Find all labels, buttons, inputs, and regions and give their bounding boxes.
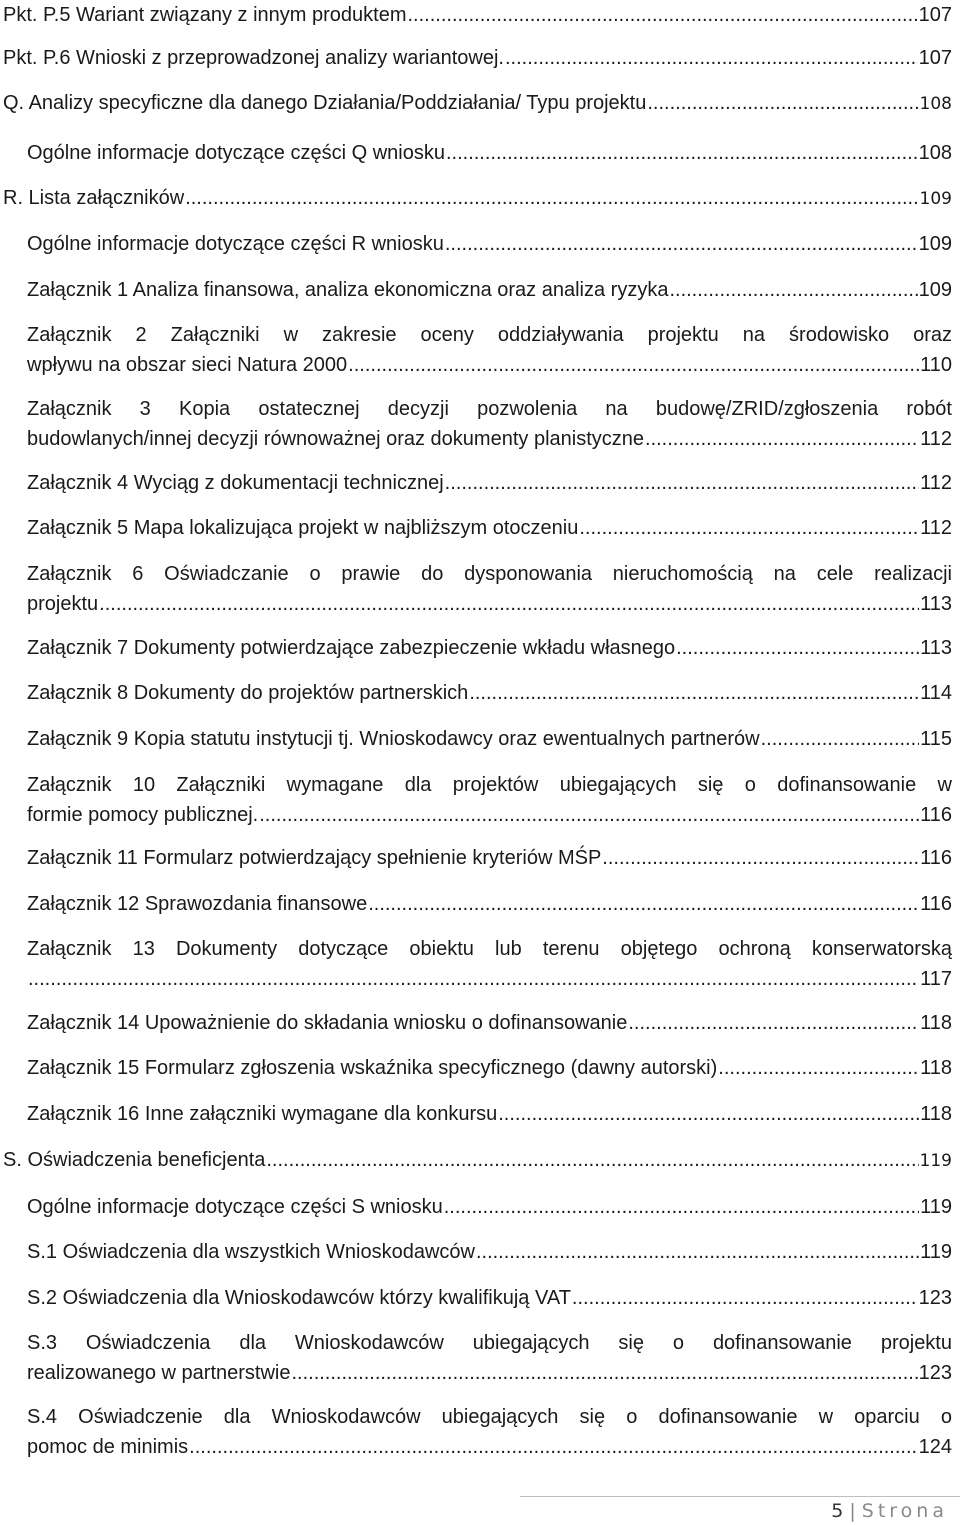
- toc-entry-text: budowlanych/innej decyzji równoważnej oraz dokumenty planistyczne: [27, 428, 645, 450]
- toc-entry[interactable]: [27, 513, 952, 543]
- toc-entry-text: Ogólne informacje dotyczące części S wniosku: [27, 1196, 443, 1218]
- toc-entry[interactable]: [27, 1099, 952, 1129]
- toc-entry[interactable]: [3, 183, 952, 214]
- toc-entry[interactable]: [27, 770, 952, 830]
- toc-entry-text: Załącznik 12 Sprawozdania finansowe: [27, 893, 368, 915]
- toc-leader-dots: [444, 1192, 919, 1222]
- toc-leader-dots: [476, 1237, 919, 1267]
- toc-entry-page: 123: [918, 1287, 952, 1309]
- toc-entry-page: 113: [920, 593, 952, 615]
- toc-entry-text: Załącznik 11 Formularz potwierdzający spełnienie kryteriów MŚP: [27, 847, 602, 869]
- toc-entry[interactable]: [27, 1008, 952, 1038]
- toc-entry-text: Załącznik 9 Kopia statutu instytucji tj. Wnioskodawcy oraz ewentualnych partnerów: [27, 728, 760, 750]
- toc-entry-text: Załącznik 15 Formularz zgłoszenia wskaźnika specyficznego (dawny autorski): [27, 1057, 718, 1079]
- toc-entry-text-line1: Załącznik 13 Dokumenty dotyczące obiektu lub terenu objętego ochroną konserwatorską: [27, 938, 952, 960]
- toc-entry-page: 119: [920, 1196, 952, 1218]
- toc-entry-text: S. Oświadczenia beneficjenta: [3, 1149, 266, 1171]
- toc-entry-text: Załącznik 4 Wyciąg z dokumentacji technicznej: [27, 472, 444, 494]
- toc-entry[interactable]: [27, 468, 952, 498]
- toc-entry-text: Załącznik 1 Analiza finansowa, analiza ekonomiczna oraz analiza ryzyka: [27, 279, 669, 301]
- toc-entry[interactable]: [27, 1237, 952, 1267]
- toc-entry[interactable]: [27, 633, 952, 663]
- toc-entry-page: 119: [920, 1241, 952, 1263]
- toc-entry-page: 116: [920, 804, 952, 826]
- footer-separator: |: [849, 1500, 856, 1522]
- toc-entry-page: 112: [920, 517, 952, 539]
- toc-leader-dots: [647, 88, 918, 118]
- toc-entry[interactable]: [27, 1053, 952, 1083]
- toc-entry[interactable]: [3, 88, 952, 119]
- toc-entry[interactable]: [27, 724, 952, 754]
- toc-entry-page: 109: [919, 189, 952, 209]
- toc-entry-text-line1: Załącznik 6 Oświadczanie o prawie do dysponowania nieruchomością na cele realizacji: [27, 563, 952, 585]
- toc-entry-page: 119: [919, 1151, 952, 1171]
- toc-entry-page: 112: [920, 428, 952, 450]
- toc-leader-dots: [579, 513, 919, 543]
- toc-leader-dots: [761, 724, 920, 754]
- footer-page-word: Strona: [861, 1500, 948, 1522]
- toc-entry-page: 112: [920, 472, 952, 494]
- toc-entry[interactable]: [3, 1145, 952, 1176]
- toc-entry[interactable]: [27, 1283, 952, 1313]
- toc-entry-page: 118: [920, 1012, 952, 1034]
- toc-leader-dots: [408, 0, 918, 30]
- toc-leader-dots: [99, 589, 919, 619]
- toc-entry-page: 123: [918, 1362, 952, 1384]
- toc-entry-text: Załącznik 5 Mapa lokalizująca projekt w najbliższym otoczeniu: [27, 517, 579, 539]
- toc-entry-page: 114: [920, 682, 952, 704]
- toc-leader-dots: [602, 843, 919, 873]
- toc-entry[interactable]: [27, 1328, 952, 1388]
- toc-leader-dots: [628, 1008, 919, 1038]
- toc-entry-page: 117: [920, 968, 952, 990]
- toc-entry[interactable]: [27, 843, 952, 873]
- toc-entry[interactable]: [27, 1192, 952, 1222]
- toc-entry-page: 109: [918, 279, 952, 301]
- toc-leader-dots: [445, 229, 918, 259]
- toc-entry-page: 107: [918, 4, 952, 26]
- toc-entry-text: Pkt. P.5 Wariant związany z innym produktem: [3, 4, 407, 26]
- toc-entry[interactable]: [27, 229, 952, 259]
- toc-entry-text-line1: Załącznik 2 Załączniki w zakresie oceny oddziaływania projektu na środowisko oraz: [27, 324, 952, 346]
- toc-entry-text: Q. Analizy specyficzne dla danego Działania/Poddziałania/ Typu projektu: [3, 92, 647, 114]
- toc-entry-text: Ogólne informacje dotyczące części Q wniosku: [27, 142, 445, 164]
- toc-entry[interactable]: [3, 0, 952, 30]
- toc-entry[interactable]: [27, 275, 952, 305]
- toc-entry[interactable]: [27, 320, 952, 380]
- toc-entry-page: 108: [918, 142, 952, 164]
- toc-entry-text: pomoc de minimis: [27, 1436, 189, 1458]
- toc-entry-text: S.1 Oświadczenia dla wszystkich Wnioskodawców: [27, 1241, 475, 1263]
- toc-leader-dots: [645, 424, 919, 454]
- toc-entry[interactable]: [27, 138, 952, 168]
- toc-entry[interactable]: [27, 934, 952, 994]
- toc-entry[interactable]: [27, 559, 952, 619]
- footer-divider: [520, 1496, 960, 1497]
- toc-leader-dots: [28, 964, 919, 994]
- toc-entry-text-line1: S.3 Oświadczenia dla Wnioskodawców ubiegających się o dofinansowanie projektu: [27, 1332, 952, 1354]
- toc-entry[interactable]: [27, 394, 952, 454]
- toc-entry[interactable]: [27, 678, 952, 708]
- toc-leader-dots: [259, 800, 919, 830]
- toc-entry-page: 124: [918, 1436, 952, 1458]
- toc-entry-page: 118: [920, 1057, 952, 1079]
- toc-leader-dots: [505, 43, 918, 73]
- toc-leader-dots: [469, 678, 919, 708]
- toc-entry-page: 109: [918, 233, 952, 255]
- toc-leader-dots: [498, 1099, 919, 1129]
- page-footer: [831, 1500, 948, 1522]
- toc-entry-page: 113: [920, 637, 952, 659]
- toc-entry-text: R. Lista załączników: [3, 187, 185, 209]
- toc-entry-page: 118: [920, 1103, 952, 1125]
- toc-entry[interactable]: [3, 43, 952, 73]
- toc-entry-page: 116: [920, 893, 952, 915]
- toc-entry-text-line1: Załącznik 3 Kopia ostatecznej decyzji pozwolenia na budowę/ZRID/zgłoszenia robót: [27, 398, 952, 420]
- toc-entry-text: Załącznik 7 Dokumenty potwierdzające zabezpieczenie wkładu własnego: [27, 637, 676, 659]
- toc-entry-text: formie pomocy publicznej.: [27, 804, 259, 826]
- toc-leader-dots: [718, 1053, 919, 1083]
- toc-leader-dots: [445, 468, 919, 498]
- toc-entry-text: realizowanego w partnerstwie: [27, 1362, 291, 1384]
- toc-entry-text: projektu: [27, 593, 99, 615]
- toc-leader-dots: [676, 633, 919, 663]
- toc-leader-dots: [291, 1358, 917, 1388]
- toc-entry-text: S.2 Oświadczenia dla Wnioskodawców którzy kwalifikują VAT: [27, 1287, 571, 1309]
- toc-leader-dots: [189, 1432, 917, 1462]
- footer-page-number: 5: [831, 1500, 844, 1522]
- toc-entry-page: 116: [920, 847, 952, 869]
- toc-entry-text: Załącznik 8 Dokumenty do projektów partnerskich: [27, 682, 469, 704]
- toc-entry[interactable]: [27, 1402, 952, 1462]
- toc-leader-dots: [266, 1145, 918, 1175]
- toc-entry[interactable]: [27, 889, 952, 919]
- toc-entry-text-line1: S.4 Oświadczenie dla Wnioskodawców ubiegających się o dofinansowanie w oparciu o: [27, 1406, 952, 1428]
- toc-leader-dots: [185, 183, 918, 213]
- toc-entry-text-line1: Załącznik 10 Załączniki wymagane dla projektów ubiegających się o dofinansowanie w: [27, 774, 952, 796]
- toc-entry-page: 110: [920, 354, 952, 376]
- toc-entry-text: Załącznik 16 Inne załączniki wymagane dla konkursu: [27, 1103, 498, 1125]
- toc-entry-text: Pkt. P.6 Wnioski z przeprowadzonej analizy wariantowej.: [3, 47, 504, 69]
- toc-entry-page: 115: [920, 728, 952, 750]
- toc-entry-text: Ogólne informacje dotyczące części R wniosku: [27, 233, 444, 255]
- toc-leader-dots: [368, 889, 919, 919]
- toc-leader-dots: [572, 1283, 918, 1313]
- toc-entry-page: 108: [919, 94, 952, 114]
- toc-entry-text: Załącznik 14 Upoważnienie do składania wniosku o dofinansowanie: [27, 1012, 628, 1034]
- toc-leader-dots: [446, 138, 918, 168]
- toc-entry-page: 107: [918, 47, 952, 69]
- toc-leader-dots: [348, 350, 919, 380]
- toc-entry-text: wpływu na obszar sieci Natura 2000: [27, 354, 348, 376]
- toc-leader-dots: [669, 275, 917, 305]
